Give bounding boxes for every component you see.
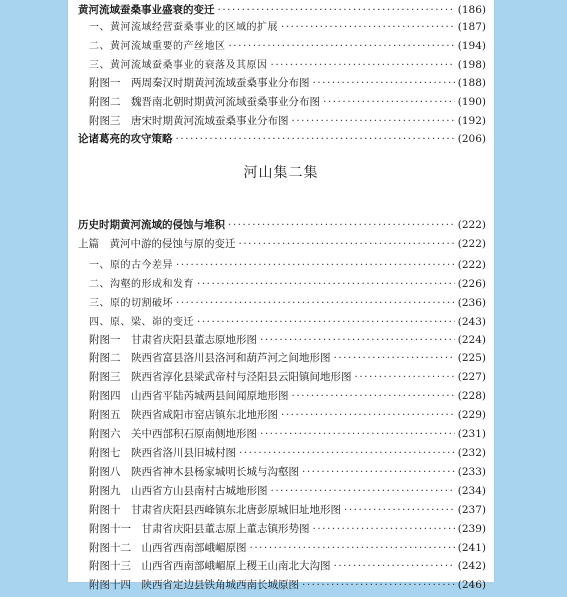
toc-entry xyxy=(78,217,486,237)
toc-entry xyxy=(89,464,486,484)
toc-leader-dots xyxy=(250,542,455,554)
toc-entry-page: (234) xyxy=(457,485,486,497)
toc-entry-page: (231) xyxy=(457,428,486,440)
toc-entry-page: (194) xyxy=(457,40,486,52)
toc-entry xyxy=(89,113,486,133)
toc-entry xyxy=(89,256,486,276)
toc-entry xyxy=(89,540,486,560)
toc-leader-dots xyxy=(229,40,455,52)
toc-leader-dots xyxy=(260,428,455,440)
toc-entry-page: (239) xyxy=(457,523,486,535)
toc-entry-title: 附图九 山西省方山县南村古城地形图 xyxy=(89,485,268,497)
toc-entry-page: (206) xyxy=(457,133,486,145)
toc-entry-page: (226) xyxy=(457,278,486,290)
toc-entry-title: 附图六 关中西部积石原南侧地形图 xyxy=(89,428,257,440)
toc-leader-dots xyxy=(302,466,455,478)
toc-entry xyxy=(78,131,486,151)
toc-leader-dots xyxy=(281,409,455,421)
toc-entry xyxy=(89,502,486,522)
toc-entry-page: (246) xyxy=(457,579,486,591)
toc-entry xyxy=(89,445,486,465)
toc-entry-title: 附图一 甘肃省庆阳县董志原地形图 xyxy=(89,334,257,346)
toc-entry-page: (198) xyxy=(457,59,486,71)
toc-entry xyxy=(89,577,486,597)
toc-entry-page: (222) xyxy=(457,219,486,231)
toc-entry xyxy=(89,18,486,38)
toc-entry xyxy=(89,521,486,541)
section-heading: 河山集二集 xyxy=(243,165,319,181)
toc-leader-dots xyxy=(302,579,455,591)
toc-entry xyxy=(89,558,486,578)
toc-entry-title: 历史时期黄河流域的侵蚀与堆积 xyxy=(78,219,225,231)
toc-entry-title: 三、黄河流域蚕桑事业的衰落及其原因 xyxy=(89,60,268,71)
toc-entry-title: 附图三 唐宋时期黄河流域蚕桑事业分布图 xyxy=(89,115,289,127)
toc-entry-page: (187) xyxy=(457,21,486,33)
toc-leader-dots xyxy=(239,238,455,250)
toc-leader-dots xyxy=(292,390,455,402)
toc-entry-page: (228) xyxy=(457,390,486,402)
toc-entry-title: 上篇 黄河中游的侵蚀与原的变迁 xyxy=(78,238,236,250)
toc-entry-title: 附图十二 山西省西南部峨嵋原图 xyxy=(89,542,247,554)
toc-entry-page: (190) xyxy=(457,96,486,108)
toc-entry-page: (236) xyxy=(457,297,486,309)
toc-entry xyxy=(89,75,486,95)
toc-entry-title: 附图五 陕西省咸阳市窑店镇东北地形图 xyxy=(89,409,278,421)
toc-entry-page: (241) xyxy=(457,542,486,554)
toc-leader-dots xyxy=(176,133,455,145)
toc-entry-title: 附图十 甘肃省庆阳县西峰镇东北唐彭原城旧址地形图 xyxy=(89,504,341,516)
toc-leader-dots xyxy=(334,352,455,364)
toc-entry xyxy=(89,37,486,57)
toc-entry-title: 黄河流域蚕桑事业盛衰的变迁 xyxy=(78,4,215,16)
toc-entry-title: 二、沟壑的形成和发育 xyxy=(89,279,194,290)
toc-entry-title: 一、原的古今差异 xyxy=(89,260,173,271)
toc-entry-title: 附图三 陕西省淳化县梁武帝村与泾阳县云阳镇间地形图 xyxy=(89,371,352,383)
toc-entry xyxy=(89,275,486,295)
toc-entry-page: (232) xyxy=(457,447,486,459)
toc-entry-page: (222) xyxy=(457,259,486,271)
toc-entry-page: (229) xyxy=(457,409,486,421)
toc-leader-dots xyxy=(176,259,455,271)
toc-entry-page: (186) xyxy=(457,4,486,16)
toc-leader-dots xyxy=(271,59,455,71)
toc-leader-dots xyxy=(239,447,455,459)
toc-entry xyxy=(89,294,486,314)
toc-entry xyxy=(89,332,486,352)
toc-entry-page: (192) xyxy=(457,115,486,127)
toc-entry-page: (224) xyxy=(457,334,486,346)
toc-leader-dots xyxy=(218,4,455,16)
toc-entry-title: 附图一 两周秦汉时期黄河流域蚕桑事业分布图 xyxy=(89,77,310,89)
toc-entry-title: 附图十四 陕西省定边县铁角城西南长城原图 xyxy=(89,579,299,591)
toc-entry xyxy=(89,56,486,76)
toc-entry-title: 附图七 陕西省洛川县旧城村图 xyxy=(89,447,236,459)
toc-leader-dots xyxy=(197,316,455,328)
toc-entry-page: (225) xyxy=(457,352,486,364)
toc-leader-dots xyxy=(355,371,455,383)
toc-entry xyxy=(89,350,486,370)
toc-entry-title: 附图四 山西省平陆芮城两县间闻原地形图 xyxy=(89,390,289,402)
toc-entry-page: (227) xyxy=(457,371,486,383)
toc-entry xyxy=(89,94,486,114)
toc-leader-dots xyxy=(323,96,455,108)
toc-entry-page: (242) xyxy=(457,560,486,572)
toc-entry-page: (233) xyxy=(457,466,486,478)
toc-entry-title: 二、黄河流域重要的产丝地区 xyxy=(89,41,226,52)
toc-entry xyxy=(89,483,486,503)
toc-entry-title: 一、黄河流域经营蚕桑事业的区域的扩展 xyxy=(89,22,278,33)
toc-leader-dots xyxy=(344,504,455,516)
toc-entry-page: (188) xyxy=(457,77,486,89)
toc-entry-title: 三、原的切割破坏 xyxy=(89,298,173,309)
toc-entry xyxy=(89,313,486,333)
toc-entry-page: (237) xyxy=(457,504,486,516)
toc-entry xyxy=(89,407,486,427)
toc-entry xyxy=(89,426,486,446)
toc-entry-title: 附图八 陕西省神木县杨家城明长城与沟壑图 xyxy=(89,466,299,478)
toc-leader-dots xyxy=(197,278,455,290)
toc-entry-title: 四、原、梁、峁的变迁 xyxy=(89,317,194,328)
toc-entry xyxy=(78,236,486,256)
toc-entry xyxy=(89,369,486,389)
toc-entry-title: 论诸葛亮的攻守策略 xyxy=(78,133,173,145)
toc-leader-dots xyxy=(313,523,455,535)
toc-entry-page: (222) xyxy=(457,238,486,250)
toc-entry-title: 附图十三 山西省西南部峨嵋原上稷王山南北大沟图 xyxy=(89,560,331,572)
toc-entry-title: 附图十一 甘肃省庆阳县董志原上董志镇形势图 xyxy=(89,523,310,535)
toc-leader-dots xyxy=(176,297,455,309)
toc-leader-dots xyxy=(260,334,455,346)
toc-entry-title: 附图二 魏晋南北朝时期黄河流域蚕桑事业分布图 xyxy=(89,96,320,108)
toc-leader-dots xyxy=(281,21,455,33)
document-page xyxy=(68,0,494,591)
toc-leader-dots xyxy=(271,485,455,497)
toc-leader-dots xyxy=(334,560,455,572)
toc-leader-dots xyxy=(228,219,455,231)
toc-leader-dots xyxy=(292,115,455,127)
toc-leader-dots xyxy=(313,77,455,89)
toc-entry xyxy=(89,388,486,408)
toc-entry-page: (243) xyxy=(457,316,486,328)
toc-entry-title: 附图二 陕西省富县洛川县洛河和葫芦河之间地形图 xyxy=(89,352,331,364)
